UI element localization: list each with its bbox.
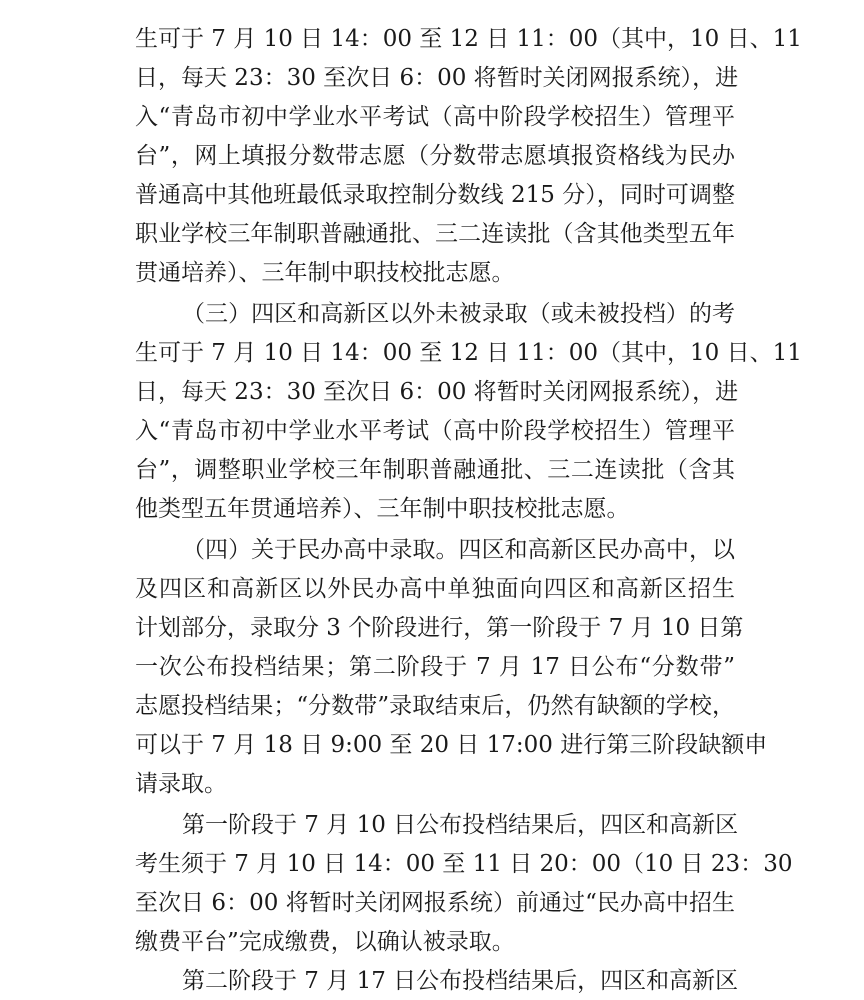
text-line-16: 计划部分，录取分 3 个阶段进行，第一阶段于 7 月 10 日第 bbox=[135, 615, 744, 641]
text-line-9: 生可于 7 月 10 日 14：00 至 12 日 11：00（其中，10 日、11 bbox=[135, 340, 802, 366]
text-line-4: 台”，网上填报分数带志愿（分数带志愿填报资格线为民办 bbox=[135, 143, 735, 169]
text-line-23: 至次日 6：00 将暂时关闭网报系统）前通过“民办高中招生 bbox=[135, 890, 735, 916]
section-4-heading-line: （四）关于民办高中录取。四区和高新区民办高中，以 bbox=[182, 537, 735, 563]
text-line-22: 考生须于 7 月 10 日 14：00 至 11 日 20：00（10 日 23：30 bbox=[135, 851, 793, 877]
text-line-3: 入“青岛市初中学业水平考试（高中阶段学校招生）管理平 bbox=[135, 104, 735, 130]
phase-2-paragraph-line: 第二阶段于 7 月 17 日公布投档结果后，四区和高新区 bbox=[182, 968, 739, 994]
text-line-13: 他类型五年贯通培养）、三年制中职技校批志愿。 bbox=[135, 496, 630, 522]
text-line-1: 生可于 7 月 10 日 14：00 至 12 日 11：00（其中，10 日、11 bbox=[135, 26, 802, 52]
text-line-20: 请录取。 bbox=[135, 771, 227, 797]
text-line-17: 一次公布投档结果；第二阶段于 7 月 17 日公布“分数带” bbox=[135, 654, 735, 680]
text-line-11: 入“青岛市初中学业水平考试（高中阶段学校招生）管理平 bbox=[135, 418, 735, 444]
text-line-12: 台”，调整职业学校三年制职普融通批、三二连读批（含其 bbox=[135, 457, 735, 483]
text-line-5: 普通高中其他班最低录取控制分数线 215 分），同时可调整 bbox=[135, 182, 735, 208]
text-line-24: 缴费平台”完成缴费，以确认被录取。 bbox=[135, 929, 515, 955]
text-line-2: 日，每天 23：30 至次日 6：00 将暂时关闭网报系统），进 bbox=[135, 65, 739, 91]
text-line-15: 及四区和高新区以外民办高中单独面向四区和高新区招生 bbox=[135, 576, 735, 602]
text-line-10: 日，每天 23：30 至次日 6：00 将暂时关闭网报系统），进 bbox=[135, 379, 739, 405]
text-line-6: 职业学校三年制职普融通批、三二连读批（含其他类型五年 bbox=[135, 221, 735, 247]
phase-1-paragraph-line: 第一阶段于 7 月 10 日公布投档结果后，四区和高新区 bbox=[182, 812, 739, 838]
text-line-7: 贯通培养）、三年制中职技校批志愿。 bbox=[135, 260, 515, 286]
section-3-heading-line: （三）四区和高新区以外未被录取（或未被投档）的考 bbox=[182, 301, 735, 327]
text-line-19: 可以于 7 月 18 日 9:00 至 20 日 17:00 进行第三阶段缺额申 bbox=[135, 732, 768, 758]
text-line-18: 志愿投档结果；“分数带”录取结束后，仍然有缺额的学校， bbox=[135, 693, 735, 719]
